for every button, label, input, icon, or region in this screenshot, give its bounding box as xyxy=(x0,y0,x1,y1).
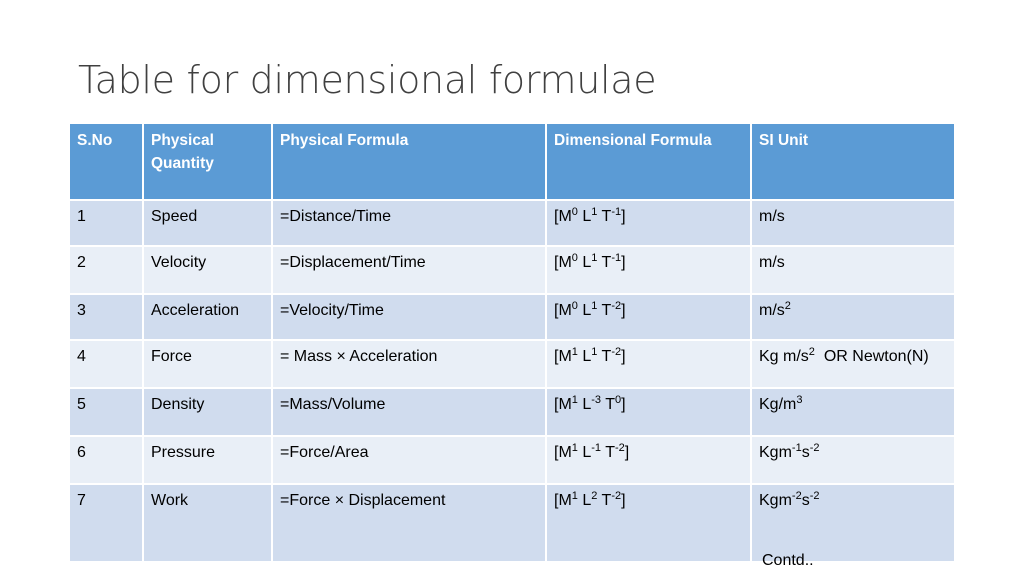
cell-sno: 6 xyxy=(69,436,143,484)
cell-dimensional-formula-part: T xyxy=(597,208,612,225)
header-dimensional-formula: Dimensional Formula xyxy=(546,123,751,200)
cell-sno: 1 xyxy=(69,200,143,246)
cell-dimensional-formula-part: L xyxy=(577,492,592,509)
cell-dimensional-formula-exponent: 1 xyxy=(571,490,578,502)
cell-sno: 4 xyxy=(69,340,143,388)
cell-si-unit-part: m/s xyxy=(759,302,785,319)
cell-dimensional-formula-part: ] xyxy=(621,492,626,509)
cell-physical-quantity: Force xyxy=(143,340,272,388)
table-row xyxy=(69,294,955,340)
header-physical-quantity: Physical Quantity xyxy=(143,123,272,200)
cell-dimensional-formula-exponent: 0 xyxy=(571,300,578,312)
cell-dimensional-formula xyxy=(546,340,751,388)
cell-dimensional-formula-exponent: -2 xyxy=(614,442,625,454)
cell-dimensional-formula-part: ] xyxy=(621,348,626,365)
cell-dimensional-formula-exponent: 0 xyxy=(571,252,578,264)
table-row xyxy=(69,340,955,388)
cell-physical-formula: =Displacement/Time xyxy=(272,246,546,294)
cell-physical-quantity: Pressure xyxy=(143,436,272,484)
cell-physical-quantity: Acceleration xyxy=(143,294,272,340)
cell-dimensional-formula-exponent: -3 xyxy=(591,394,602,406)
cell-dimensional-formula-exponent: -2 xyxy=(611,300,622,312)
cell-dimensional-formula-exponent: -2 xyxy=(611,490,622,502)
cell-si-unit-exponent: -2 xyxy=(791,490,802,502)
cell-dimensional-formula-exponent: -1 xyxy=(611,252,622,264)
cell-sno: 5 xyxy=(69,388,143,436)
cell-dimensional-formula xyxy=(546,388,751,436)
header-sno: S.No xyxy=(69,123,143,200)
continued-note: Contd.. xyxy=(762,552,814,569)
cell-physical-formula: =Mass/Volume xyxy=(272,388,546,436)
cell-si-unit-exponent: -2 xyxy=(809,442,820,454)
cell-dimensional-formula-part: T xyxy=(597,302,612,319)
cell-si-unit-part: OR Newton(N) xyxy=(814,348,929,365)
cell-si-unit-part: Kg/m xyxy=(759,396,797,413)
cell-si-unit xyxy=(751,340,955,388)
cell-dimensional-formula-part: ] xyxy=(624,444,630,461)
cell-si-unit-exponent: -2 xyxy=(809,490,820,502)
cell-sno: 2 xyxy=(69,246,143,294)
cell-physical-formula: =Force × Displacement xyxy=(272,484,546,562)
cell-dimensional-formula-part: [M xyxy=(554,444,572,461)
cell-dimensional-formula-part: T xyxy=(601,444,615,461)
cell-dimensional-formula-part: [M xyxy=(554,396,572,413)
cell-si-unit-exponent: 2 xyxy=(784,300,791,312)
cell-dimensional-formula-part: ] xyxy=(621,208,626,225)
cell-si-unit-part: m/s xyxy=(759,254,785,271)
cell-dimensional-formula-exponent: 1 xyxy=(591,206,598,218)
cell-si-unit xyxy=(751,388,955,436)
cell-dimensional-formula xyxy=(546,436,751,484)
cell-dimensional-formula xyxy=(546,484,751,562)
cell-physical-quantity: Density xyxy=(143,388,272,436)
cell-dimensional-formula-part: L xyxy=(577,254,592,271)
cell-dimensional-formula-part: ] xyxy=(621,254,626,271)
cell-dimensional-formula-part: L xyxy=(577,208,592,225)
cell-dimensional-formula-exponent: 0 xyxy=(571,206,578,218)
cell-si-unit-part: s xyxy=(801,444,810,461)
cell-si-unit-exponent: 3 xyxy=(796,394,803,406)
cell-dimensional-formula-part: [M xyxy=(554,348,572,365)
cell-dimensional-formula-exponent: 1 xyxy=(571,394,578,406)
cell-physical-formula: =Distance/Time xyxy=(272,200,546,246)
table-row xyxy=(69,484,955,562)
cell-physical-quantity: Work xyxy=(143,484,272,562)
header-si-unit: SI Unit xyxy=(751,123,955,200)
cell-dimensional-formula-exponent: -1 xyxy=(591,442,602,454)
cell-si-unit-part: Kg m/s xyxy=(759,348,809,365)
cell-dimensional-formula-exponent: 1 xyxy=(591,346,598,358)
table-row xyxy=(69,388,955,436)
cell-si-unit xyxy=(751,484,955,562)
cell-dimensional-formula-part: T xyxy=(597,348,612,365)
cell-physical-formula: = Mass × Acceleration xyxy=(272,340,546,388)
cell-physical-quantity: Velocity xyxy=(143,246,272,294)
cell-dimensional-formula-part: T xyxy=(601,396,615,413)
cell-dimensional-formula xyxy=(546,200,751,246)
cell-dimensional-formula-exponent: 1 xyxy=(591,300,598,312)
table-row xyxy=(69,436,955,484)
cell-dimensional-formula-part: L xyxy=(577,302,592,319)
cell-dimensional-formula-exponent: -2 xyxy=(611,346,622,358)
slide-title: Table for dimensional formulae xyxy=(78,58,657,102)
header-row xyxy=(69,123,955,200)
cell-dimensional-formula-part: T xyxy=(597,492,612,509)
cell-dimensional-formula-part: [M xyxy=(554,302,572,319)
cell-dimensional-formula-part: L xyxy=(577,396,592,413)
cell-physical-quantity: Speed xyxy=(143,200,272,246)
cell-si-unit xyxy=(751,294,955,340)
cell-dimensional-formula-part: [M xyxy=(554,492,572,509)
cell-dimensional-formula-exponent: 2 xyxy=(591,490,598,502)
dimensional-formulae-table xyxy=(68,122,956,563)
cell-si-unit-exponent: -1 xyxy=(791,442,802,454)
cell-dimensional-formula-exponent: -1 xyxy=(611,206,622,218)
cell-dimensional-formula xyxy=(546,246,751,294)
cell-dimensional-formula-part: [M xyxy=(554,254,572,271)
cell-dimensional-formula-part: [M xyxy=(554,208,572,225)
cell-si-unit xyxy=(751,246,955,294)
cell-dimensional-formula-part: ] xyxy=(621,396,626,413)
cell-si-unit-exponent: 2 xyxy=(808,346,815,358)
table-row xyxy=(69,200,955,246)
cell-physical-formula: =Velocity/Time xyxy=(272,294,546,340)
table-row xyxy=(69,246,955,294)
cell-dimensional-formula xyxy=(546,294,751,340)
cell-si-unit-part: Kgm xyxy=(759,492,792,509)
cell-dimensional-formula-exponent: 1 xyxy=(571,442,578,454)
cell-dimensional-formula-part: L xyxy=(577,444,592,461)
cell-dimensional-formula-part: T xyxy=(597,254,612,271)
cell-si-unit-part: Kgm xyxy=(759,444,792,461)
cell-physical-formula: =Force/Area xyxy=(272,436,546,484)
cell-si-unit xyxy=(751,436,955,484)
cell-sno: 3 xyxy=(69,294,143,340)
cell-dimensional-formula-part: ] xyxy=(621,302,626,319)
cell-dimensional-formula-exponent: 1 xyxy=(591,252,598,264)
cell-si-unit-part: m/s xyxy=(759,208,785,225)
cell-dimensional-formula-part: L xyxy=(577,348,592,365)
cell-sno: 7 xyxy=(69,484,143,562)
cell-si-unit xyxy=(751,200,955,246)
cell-si-unit-part: s xyxy=(801,492,810,509)
header-physical-formula: Physical Formula xyxy=(272,123,546,200)
cell-dimensional-formula-exponent: 1 xyxy=(571,346,578,358)
cell-dimensional-formula-exponent: 0 xyxy=(614,394,622,406)
